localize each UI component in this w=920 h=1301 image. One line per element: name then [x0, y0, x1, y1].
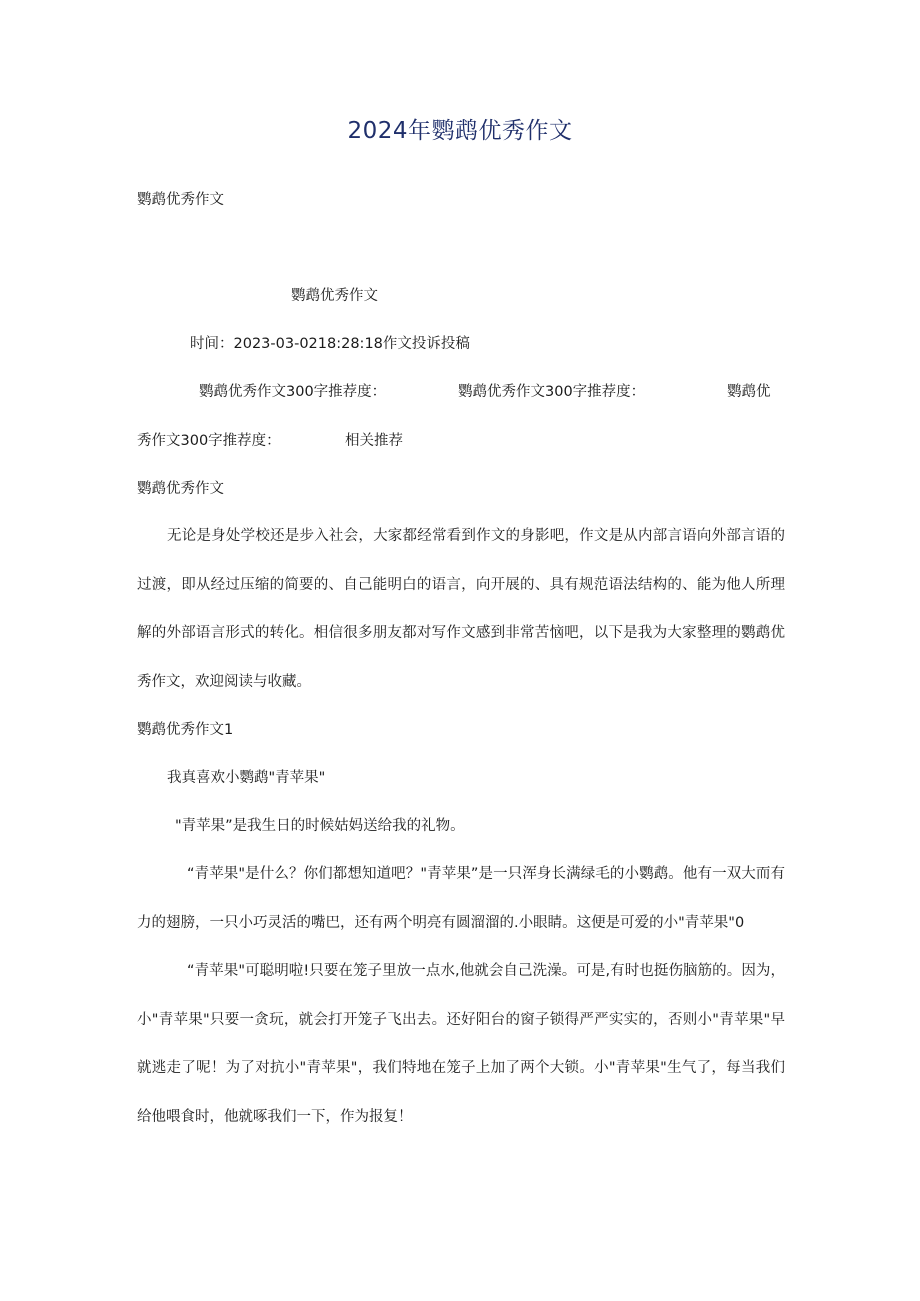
essay-paragraph-2: “青苹果"是什么？你们都想知道吧？"青苹果”是一只浑身长满绿毛的小鹦鹉。他有一双大而有力的翅膀，一只小巧灵活的嘴巴，还有两个明亮有圆溜溜的.小眼睛。这便是可爱的小"青苹果"0	[137, 866, 785, 931]
recommend-link-1[interactable]: 鹦鹉优秀作文300字推荐度：	[199, 384, 387, 400]
section-heading-2: 鹦鹉优秀作文	[137, 481, 224, 497]
subheading: 鹦鹉优秀作文	[291, 288, 378, 304]
document-title: 2024年鹦鹉优秀作文	[347, 118, 573, 144]
essay-paragraph-3: “青苹果"可聪明啦!只要在笼子里放一点水,他就会自己洗澡。可是,有时也挺伤脑筋的。因为，小"青苹果"只要一贪玩，就会打开笼子飞出去。还好阳台的窗子锁得严严实实的，否则小"青苹果"早就逃走了呢！为了对抗小"青苹果"，我们特地在笼子上加了两个大锁。小"青苹果"生气了，每当我们给他喂食时，他就啄我们一下，作为报复！	[137, 963, 785, 1126]
section-heading: 鹦鹉优秀作文	[137, 192, 224, 208]
essay-heading: 鹦鹉优秀作文1	[137, 722, 234, 738]
recommend-link-3-part1[interactable]: 鹦鹉优	[727, 384, 771, 400]
essay-paragraph-1: "青苹果”是我生日的时候姑妈送给我的礼物。	[175, 818, 465, 834]
recommend-link-2[interactable]: 鹦鹉优秀作文300字推荐度：	[458, 384, 646, 400]
essay-title: 我真喜欢小鹦鹉"青苹果"	[167, 770, 326, 786]
intro-paragraph: 无论是身处学校还是步入社会，大家都经常看到作文的身影吧，作文是从内部言语向外部言语的过渡，即从经过压缩的简要的、自己能明白的语言，向开展的、具有规范语法结构的、能为他人所理解的外部语言形式的转化。相信很多朋友都对写作文感到非常苦恼吧，以下是我为大家整理的鹦鹉优秀作文，欢迎阅读与收藏。	[137, 528, 785, 691]
meta-line: 时间：2023-03-0218:28:18作文投诉投稿	[190, 336, 470, 352]
related-recommend-label: 相关推荐	[345, 433, 403, 449]
recommend-link-3-part2[interactable]: 秀作文300字推荐度：	[137, 433, 281, 449]
